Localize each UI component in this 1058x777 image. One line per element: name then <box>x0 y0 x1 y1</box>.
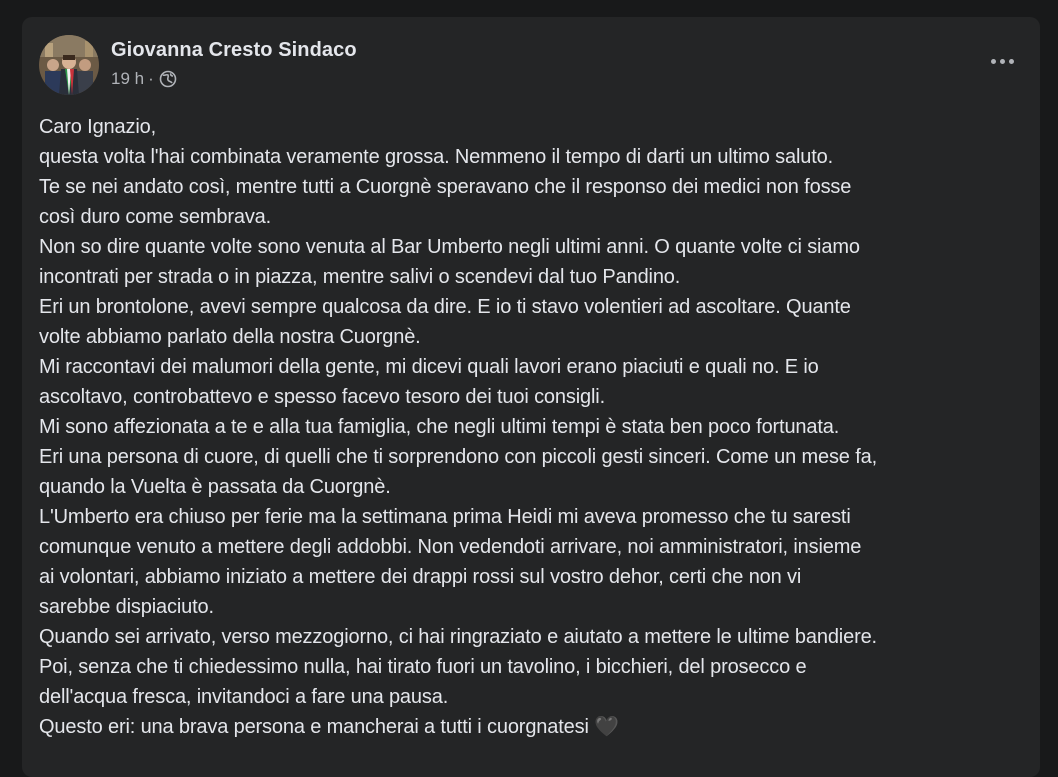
post-line: Caro Ignazio, <box>39 116 157 138</box>
more-options-icon[interactable] <box>984 49 1020 73</box>
post-line: Eri un brontolone, avevi sempre qualcosa da dire. E io ti stavo volentieri ad ascoltare. Quante <box>39 296 851 318</box>
post-line: sarebbe dispiaciuto. <box>39 596 214 618</box>
avatar[interactable] <box>39 35 99 95</box>
post-line: Eri una persona di cuore, di quelli che ti sorprendono con piccoli gesti sinceri. Come un mese fa, <box>39 446 877 468</box>
black-heart-icon: 🖤 <box>594 716 619 738</box>
post-line: volte abbiamo parlato della nostra Cuorgnè. <box>39 326 421 348</box>
post-line: Mi sono affezionata a te e alla tua famiglia, che negli ultimi tempi è stata ben poco fortunata. <box>39 416 840 438</box>
post-line: incontrati per strada o in piazza, mentre salivi o scendevi dal tuo Pandino. <box>39 266 681 288</box>
post-line: Mi raccontavi dei malumori della gente, mi dicevi quali lavori erano piaciuti e quali no. E io <box>39 356 819 378</box>
post-line: Te se nei andato così, mentre tutti a Cuorgnè speravano che il responso dei medici non fosse <box>39 176 852 198</box>
post-line: quando la Vuelta è passata da Cuorgnè. <box>39 476 391 498</box>
author-name[interactable]: Giovanna Cresto Sindaco <box>111 39 357 61</box>
post-card <box>22 17 1040 777</box>
post-line: ai volontari, abbiamo iniziato a mettere dei drappi rossi sul vostro dehor, certi che non vi <box>39 566 802 588</box>
post-line-text: Questo eri: una brava persona e mancherai a tutti i cuorgnatesi <box>39 716 589 738</box>
post-line: Quando sei arrivato, verso mezzogiorno, ci hai ringraziato e aiutato a mettere le ultime bandiere. <box>39 626 877 648</box>
post-line: ascoltavo, controbattevo e spesso facevo tesoro dei tuoi consigli. <box>39 386 605 408</box>
post-body <box>39 112 1029 742</box>
post-line: dell'acqua fresca, invitandoci a fare una pausa. <box>39 686 449 708</box>
post-line: questa volta l'hai combinata veramente grossa. Nemmeno il tempo di darti un ultimo saluto. <box>39 146 834 168</box>
meta-separator: · <box>148 69 154 88</box>
post-line: comunque venuto a mettere degli addobbi. Non vedendoti arrivare, noi amministratori, insieme <box>39 536 862 558</box>
post-line-last <box>39 712 1029 742</box>
globe-icon[interactable] <box>159 70 177 88</box>
post-timestamp[interactable]: 19 h <box>111 69 145 88</box>
post-line: Non so dire quante volte sono venuta al Bar Umberto negli ultimi anni. O quante volte ci siamo <box>39 236 860 258</box>
avatar-photo <box>39 35 99 95</box>
post-line: Poi, senza che ti chiedessimo nulla, hai tirato fuori un tavolino, i bicchieri, del prosecco e <box>39 656 807 678</box>
post-line: L'Umberto era chiuso per ferie ma la settimana prima Heidi mi aveva promesso che tu saresti <box>39 506 851 528</box>
post-meta <box>111 69 177 89</box>
post-line: così duro come sembrava. <box>39 206 272 228</box>
